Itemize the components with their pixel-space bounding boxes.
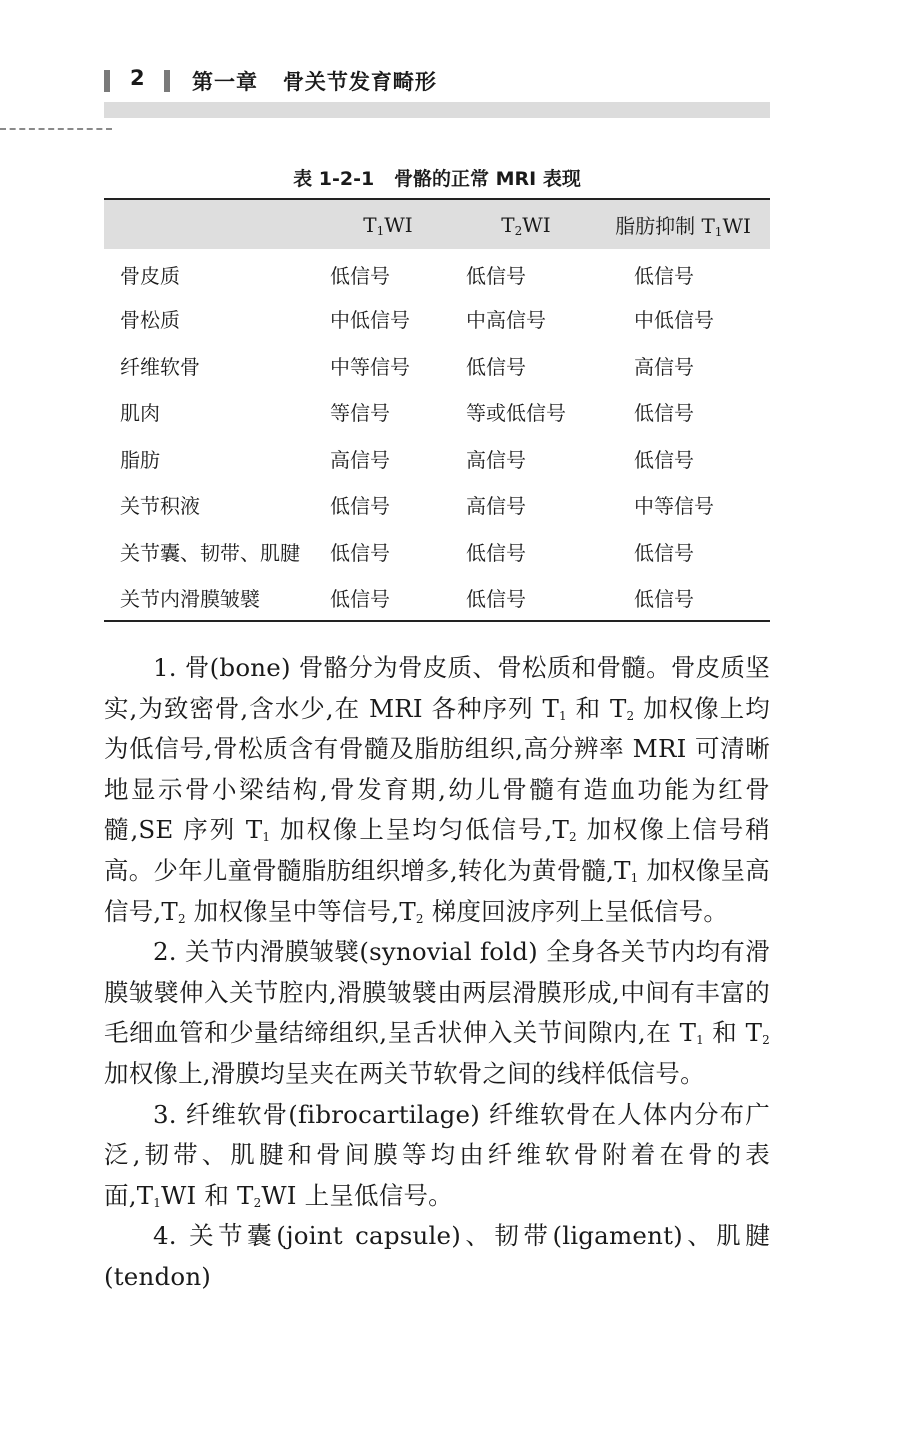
table-row [104, 575, 770, 622]
text-run: 加权像呈高信号,T [104, 855, 770, 926]
t2-signal: 低信号 [466, 354, 526, 379]
header-cell-fatsat-t1wi: 脂肪抑制 $T_1WI$ [615, 214, 751, 239]
header-cell-blank [104, 199, 320, 249]
fatsat-signal: 低信号 [634, 540, 694, 565]
table-header-row [104, 199, 770, 249]
fatsat-signal: 低信号 [634, 447, 694, 472]
table-row [104, 528, 770, 575]
t1-signal: 中低信号 [330, 308, 410, 333]
header-cell-t1wi: $T_1WI$ [363, 212, 413, 238]
text-run: 2. 关节内滑膜皱襞(synovial fold) 全身各关节内均有滑膜皱襞伸入关节腔内,滑膜皱襞由两层滑膜形成,中间有丰富的毛细血管和少量结缔组织,呈舌状伸入关节间隙内,在 T [104, 937, 770, 1048]
tissue-name: 关节囊、韧带、肌腱 [120, 540, 300, 565]
text-run: 加权像上呈均匀低信号,T [270, 815, 570, 845]
subscript: 2 [626, 708, 635, 723]
t1-signal: 低信号 [330, 540, 390, 565]
text-run: 4. 关节囊(joint capsule)、韧带(ligament)、肌腱(tendon) [104, 1221, 770, 1291]
t1-signal: 中等信号 [330, 354, 410, 379]
subscript: 1 [559, 708, 567, 723]
chapter-title: 第一章 骨关节发育畸形 [192, 70, 437, 94]
subscript: 2 [569, 830, 577, 845]
tissue-name: 脂肪 [120, 447, 160, 472]
table-row [104, 342, 770, 389]
text-run: 3. 纤维软骨(fibrocartilage) 纤维软骨在人体内分布广泛,韧带、肌腱和骨间膜等均由纤维软骨附着在骨的表面,T [104, 1099, 770, 1210]
tissue-name: 骨皮质 [120, 263, 180, 288]
table-row [104, 249, 770, 296]
t2-signal: 高信号 [466, 447, 526, 472]
table-row [104, 435, 770, 482]
t1-signal: 低信号 [330, 494, 390, 519]
subscript: 1 [153, 1195, 162, 1210]
subscript: 2 [177, 911, 186, 926]
mri-table [104, 198, 770, 622]
tissue-name: 纤维软骨 [120, 354, 200, 379]
text-run: 加权像上信号稍高。少年儿童骨髓脂肪组织增多,转化为黄骨髓,T [104, 815, 770, 885]
tissue-name: 关节积液 [120, 494, 200, 519]
subscript: 2 [253, 1195, 262, 1210]
tissue-name: 骨松质 [120, 308, 180, 333]
header-bar-right [164, 70, 170, 92]
text-run: 加权像上均为低信号,骨松质含有骨髓及脂肪组织,高分辨率 MRI 可清晰地显示骨小梁结构,骨发育期,幼儿骨髓有造血功能为红骨髓,SE 序列 T [104, 693, 770, 845]
paragraph-bone [104, 648, 770, 932]
fatsat-signal: 高信号 [634, 354, 694, 379]
page-header [104, 64, 770, 98]
dashed-margin-line [0, 128, 112, 130]
fatsat-signal: 低信号 [634, 586, 694, 611]
header-cell-t2wi: $T_2WI$ [501, 212, 551, 238]
tissue-name: 关节内滑膜皱襞 [120, 586, 260, 611]
t2-signal: 低信号 [466, 263, 526, 288]
body-text [104, 648, 770, 1298]
table-caption: 表 1-2-1 骨骼的正常 MRI 表现 [293, 168, 581, 190]
fatsat-signal: 低信号 [634, 263, 694, 288]
subscript: 1 [696, 1033, 704, 1048]
text-run: 和 T [703, 1018, 763, 1048]
text-run: WI 上呈低信号。 [261, 1180, 453, 1210]
t2-signal: 低信号 [466, 540, 526, 565]
t2-signal: 中高信号 [466, 308, 546, 333]
text-run: 和 T [566, 693, 627, 723]
table-row [104, 482, 770, 529]
tissue-name: 肌肉 [120, 401, 160, 426]
text-run: WI 和 T [161, 1180, 254, 1210]
t2-signal: 等或低信号 [466, 401, 566, 426]
table-row [104, 389, 770, 436]
paragraph-joint-capsule [104, 1216, 770, 1297]
table-row [104, 296, 770, 343]
fatsat-signal: 中等信号 [634, 494, 714, 519]
header-bar-left [104, 70, 110, 92]
t1-signal: 等信号 [330, 401, 390, 426]
fatsat-signal: 中低信号 [634, 308, 714, 333]
subscript: 1 [630, 870, 639, 885]
text-run: 1. 骨(bone) 骨骼分为骨皮质、骨松质和骨髓。骨皮质坚实,为致密骨,含水少,在 MRI 各种序列 T [104, 653, 770, 723]
t1-signal: 高信号 [330, 447, 390, 472]
page-number: 2 [130, 66, 145, 90]
t1-signal: 低信号 [330, 586, 390, 611]
header-rule [104, 102, 770, 118]
subscript: 2 [762, 1033, 770, 1048]
text-run: 梯度回波序列上呈低信号。 [423, 896, 729, 926]
fatsat-signal: 低信号 [634, 401, 694, 426]
paragraph-synovial-fold [104, 932, 770, 1094]
t1-signal: 低信号 [330, 263, 390, 288]
subscript: 1 [262, 830, 271, 845]
t2-signal: 高信号 [466, 494, 526, 519]
t2-signal: 低信号 [466, 586, 526, 611]
text-run: 加权像上,滑膜均呈夹在两关节软骨之间的线样低信号。 [104, 1058, 705, 1088]
subscript: 2 [415, 911, 424, 926]
paragraph-fibrocartilage [104, 1095, 770, 1217]
text-run: 加权像呈中等信号,T [185, 896, 416, 926]
